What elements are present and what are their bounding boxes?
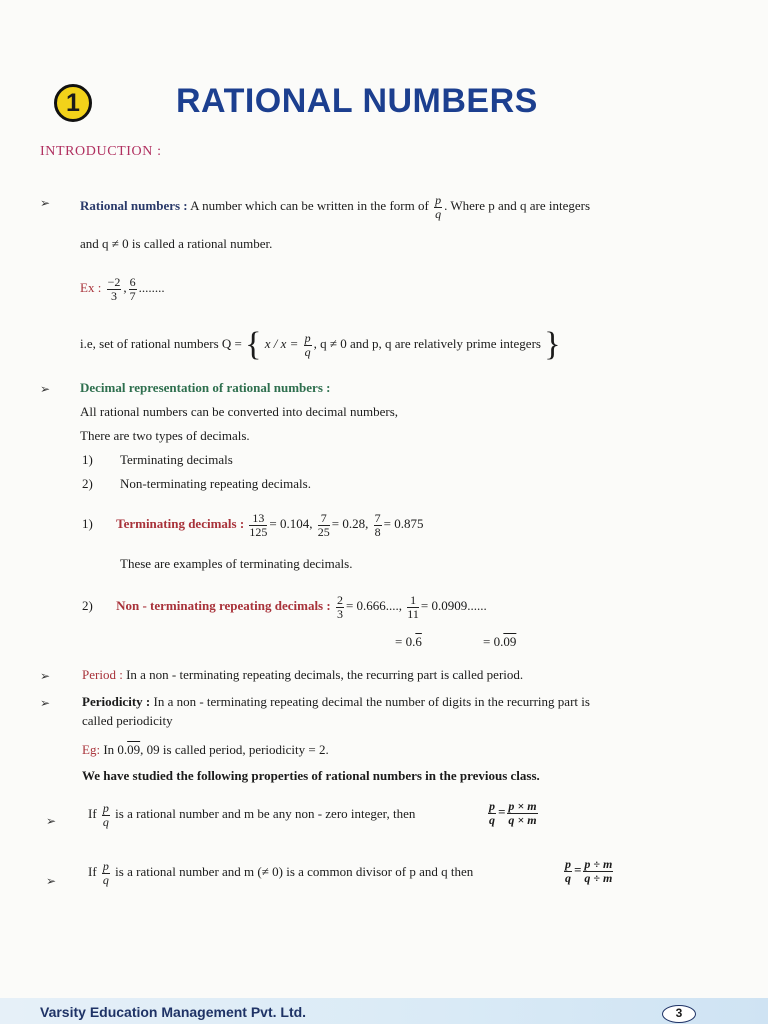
property-1-formula: $\frac{p}{q}$ = $\frac{p \times m}{q \times m}$ [489,799,537,827]
bullet-arrow-icon: ➢ [40,196,51,210]
terminating-fraction-2: $\frac{7}{25}$ [317,511,330,539]
rational-definition-text: A number which can be written in the form of [190,198,429,214]
nonterminating-term: Non - terminating repeating decimals : [116,598,331,614]
decimal-line-1: All rational numbers can be converted into decimal numbers, [80,404,399,419]
p-over-q-fraction: $\frac{p}{q}$ [435,193,442,221]
property-2-fraction: $\frac{p}{q}$ [102,859,109,887]
property-2-formula: $\frac{p}{q}$ = $\frac{p \div m}{q \div m}$ [565,857,613,885]
decimal-type-2: 2) Non-terminating repeating decimals. [82,476,311,491]
bullet-arrow-icon: ➢ [40,382,51,396]
chapter-title: RATIONAL NUMBERS [176,82,538,120]
example-fraction-1: $\frac{-2}{3}$ [107,275,121,303]
bullet-arrow-icon: ➢ [46,874,57,888]
repeating-notation-1: = 0.6 [395,634,422,649]
property-2-line: If $\frac{p}{q}$ is a rational number and m (≠ 0) is a common divisor of p and q then [88,859,474,887]
example-label: Eg: [82,742,101,757]
rational-definition-line-2: and q ≠ 0 is called a rational number. [80,236,273,251]
publisher-name: Varsity Education Management Pvt. Ltd. [40,1004,307,1020]
periodicity-example: Eg: In 0.09, 09 is called period, periodicity = 2. [82,742,329,757]
set-fraction: $\frac{p}{q}$ [304,330,311,359]
period-line [82,667,523,683]
periodicity-term: Periodicity : [82,694,151,709]
chapter-number-badge: 1 [54,84,92,122]
rational-numbers-term: Rational numbers : [80,198,188,214]
terminating-note: These are examples of terminating decimals. [120,556,353,571]
terminating-fraction-1: $\frac{13}{125}$ [249,511,268,539]
decimal-line-2: There are two types of decimals. [80,428,250,443]
set-prefix: i.e, set of rational numbers Q = [80,335,242,351]
terminating-fraction-3: $\frac{7}{8}$ [374,511,381,539]
example-label: Ex : [80,280,102,296]
nonterminating-line: 2) Non - terminating repeating decimals : $\frac{2}{3}$ = 0.666...., $\frac{1}{11}$ = 0.0909...... [82,593,487,621]
close-brace: } [544,326,561,363]
property-1-line: If $\frac{p}{q}$ is a rational number and m be any non - zero integer, then [88,801,416,829]
example-line: Ex : $\frac{-2}{3}$ , $\frac{6}{7}$ ........ [80,275,165,303]
terminating-term: Terminating decimals : [116,516,245,532]
set-expression: x / x = [264,335,299,351]
terminating-number: 1) [82,516,93,532]
bullet-arrow-icon: ➢ [40,696,51,710]
rational-definition-text-2: . Where p and q are integers [444,198,591,214]
periodicity-line [82,694,590,710]
periodicity-text: In a non - terminating repeating decimal the number of digits in the recurring part is [153,694,590,709]
rational-definition-line [80,194,590,220]
example-fraction-2: $\frac{6}{7}$ [129,275,136,303]
repeating-notation-2: = 0.09 [483,634,517,649]
nonterminating-number: 2) [82,598,93,614]
open-brace: { [245,326,262,363]
page-number: 3 [662,1005,696,1023]
bullet-arrow-icon: ➢ [46,814,57,828]
nonterminating-fraction-2: $\frac{1}{11}$ [407,593,419,621]
set-notation-line [80,328,561,362]
property-1-fraction: $\frac{p}{q}$ [102,801,109,829]
period-term: Period : [82,667,123,682]
nonterminating-fraction-1: $\frac{2}{3}$ [336,593,343,621]
properties-intro: We have studied the following properties of rational numbers in the previous class. [82,768,540,783]
set-condition: , q ≠ 0 and p, q are relatively prime integers [313,335,541,351]
decimal-representation-heading: Decimal representation of rational numbers : [80,380,331,395]
period-text: In a non - terminating repeating decimals, the recurring part is called period. [126,667,524,682]
bullet-arrow-icon: ➢ [40,669,51,683]
decimal-type-1: 1) Terminating decimals [82,452,233,467]
example-dots: ........ [138,280,165,296]
terminating-decimals-line: 1) Terminating decimals : $\frac{13}{125}$ = 0.104, $\frac{7}{25}$ = 0.28, $\frac{7}{8}$ = 0.875 [82,511,424,539]
introduction-heading: INTRODUCTION : [40,144,162,159]
periodicity-line-2: called periodicity [82,713,173,728]
